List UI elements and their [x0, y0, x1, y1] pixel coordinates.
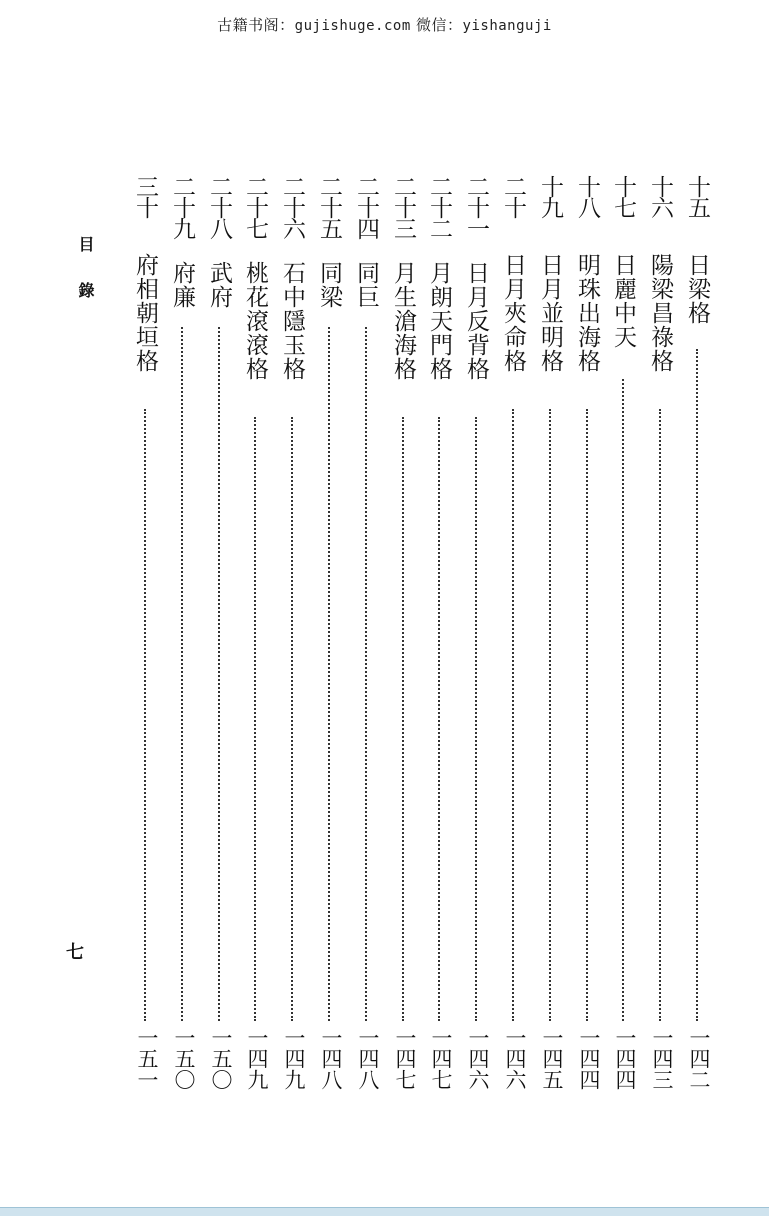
toc-entry-page: 一四九 — [245, 1027, 269, 1090]
toc-entry — [570, 175, 604, 1095]
toc-entry-page: 一四七 — [393, 1027, 417, 1090]
toc-leader-dots — [622, 379, 624, 1021]
toc-entry-number: 十五 — [684, 175, 710, 217]
toc-entry-title: 陽梁昌祿格 — [647, 253, 673, 373]
toc-entry-title: 同巨 — [353, 261, 379, 309]
toc-entry-page: 一四八 — [319, 1027, 343, 1090]
toc-entry-title: 石中隱玉格 — [279, 261, 305, 381]
toc-leader-dots — [586, 409, 588, 1021]
toc-leader-dots — [218, 327, 220, 1021]
toc-entry-page: 一五〇 — [209, 1027, 233, 1090]
toc-entry-number: 二十一 — [463, 175, 489, 238]
toc-entry-number: 二十三 — [390, 175, 416, 238]
toc-entry-page: 一四八 — [356, 1027, 380, 1090]
toc-entry — [312, 175, 346, 1095]
watermark-site: gujishuge.com — [294, 18, 411, 34]
toc-entry-page: 一四二 — [687, 1027, 711, 1090]
toc-leader-dots — [696, 349, 698, 1021]
toc-entry-title: 府廉 — [169, 261, 195, 309]
toc-entry-page: 一四四 — [577, 1027, 601, 1090]
watermark-prefix: 古籍书阁： — [217, 16, 295, 34]
toc-entry — [202, 175, 236, 1095]
toc-leader-dots — [549, 409, 551, 1021]
toc-entry-title: 日月反背格 — [463, 261, 489, 381]
toc-leader-dots — [254, 417, 256, 1021]
toc-entry-title: 日梁格 — [684, 253, 710, 325]
toc-entry-number: 二十二 — [426, 175, 452, 238]
toc-entry-page: 一四七 — [429, 1027, 453, 1090]
toc-entry-title: 明珠出海格 — [574, 253, 600, 373]
watermark-wechat-id: yishanguji — [462, 18, 552, 34]
toc-entry-page: 一四五 — [540, 1027, 564, 1090]
toc-leader-dots — [181, 327, 183, 1021]
toc-leader-dots — [328, 327, 330, 1021]
toc-entry-number: 十九 — [537, 175, 563, 217]
toc-entry-page: 一四六 — [466, 1027, 490, 1090]
toc-leader-dots — [512, 409, 514, 1021]
watermark-header — [0, 14, 769, 35]
toc-leader-dots — [365, 327, 367, 1021]
toc-entry-page: 一五〇 — [172, 1027, 196, 1090]
toc-entry-title: 日月並明格 — [537, 253, 563, 373]
toc-entry-title: 同梁 — [316, 261, 342, 309]
toc-entry — [238, 175, 272, 1095]
toc-entry — [533, 175, 567, 1095]
toc-entry — [496, 175, 530, 1095]
toc-entry-number: 十六 — [647, 175, 673, 217]
toc-entry-number: 三十 — [132, 175, 158, 217]
page-number: 七 — [63, 942, 84, 960]
toc-entry-title: 桃花滾滾格 — [242, 261, 268, 381]
toc-entry-number: 二十 — [500, 175, 526, 217]
toc-leader-dots — [291, 417, 293, 1021]
toc-entry-page: 一四六 — [503, 1027, 527, 1090]
toc-entry-number: 二十九 — [169, 175, 195, 238]
toc-entry-page: 一五一 — [135, 1027, 159, 1090]
toc-entry — [349, 175, 383, 1095]
toc-entry — [422, 175, 456, 1095]
watermark-wechat-label: 微信： — [410, 16, 463, 34]
toc-entry-page: 一四三 — [650, 1027, 674, 1090]
toc-entry-number: 二十四 — [353, 175, 379, 238]
toc-entry — [386, 175, 420, 1095]
toc-entry-title: 月朗天門格 — [426, 261, 452, 381]
toc-entry-number: 二十八 — [206, 175, 232, 238]
toc-entry — [128, 175, 162, 1095]
toc-entry-number: 二十七 — [242, 175, 268, 238]
toc-entry — [459, 175, 493, 1095]
toc-entry-title: 武府 — [206, 261, 232, 309]
toc-entry — [165, 175, 199, 1095]
toc-entry-number: 二十六 — [279, 175, 305, 238]
toc-leader-dots — [402, 417, 404, 1021]
toc-leader-dots — [475, 417, 477, 1021]
toc-entry-title: 日月夾命格 — [500, 253, 526, 373]
toc-entry-number: 二十五 — [316, 175, 342, 238]
toc-leader-dots — [438, 417, 440, 1021]
toc-leader-dots — [144, 409, 146, 1021]
toc-entry-number: 十七 — [610, 175, 636, 217]
toc-entry — [275, 175, 309, 1095]
toc-entry-number: 十八 — [574, 175, 600, 217]
toc-entry-title: 府相朝垣格 — [132, 253, 158, 373]
toc-entry-page: 一四四 — [613, 1027, 637, 1090]
toc-entry — [680, 175, 714, 1095]
toc-leader-dots — [659, 409, 661, 1021]
toc-entry — [643, 175, 677, 1095]
side-title: 目錄 — [76, 236, 95, 328]
toc-entry-page: 一四九 — [282, 1027, 306, 1090]
toc-entry-title: 日麗中天 — [610, 253, 636, 349]
toc-entry-title: 月生滄海格 — [390, 261, 416, 381]
toc-entry — [606, 175, 640, 1095]
